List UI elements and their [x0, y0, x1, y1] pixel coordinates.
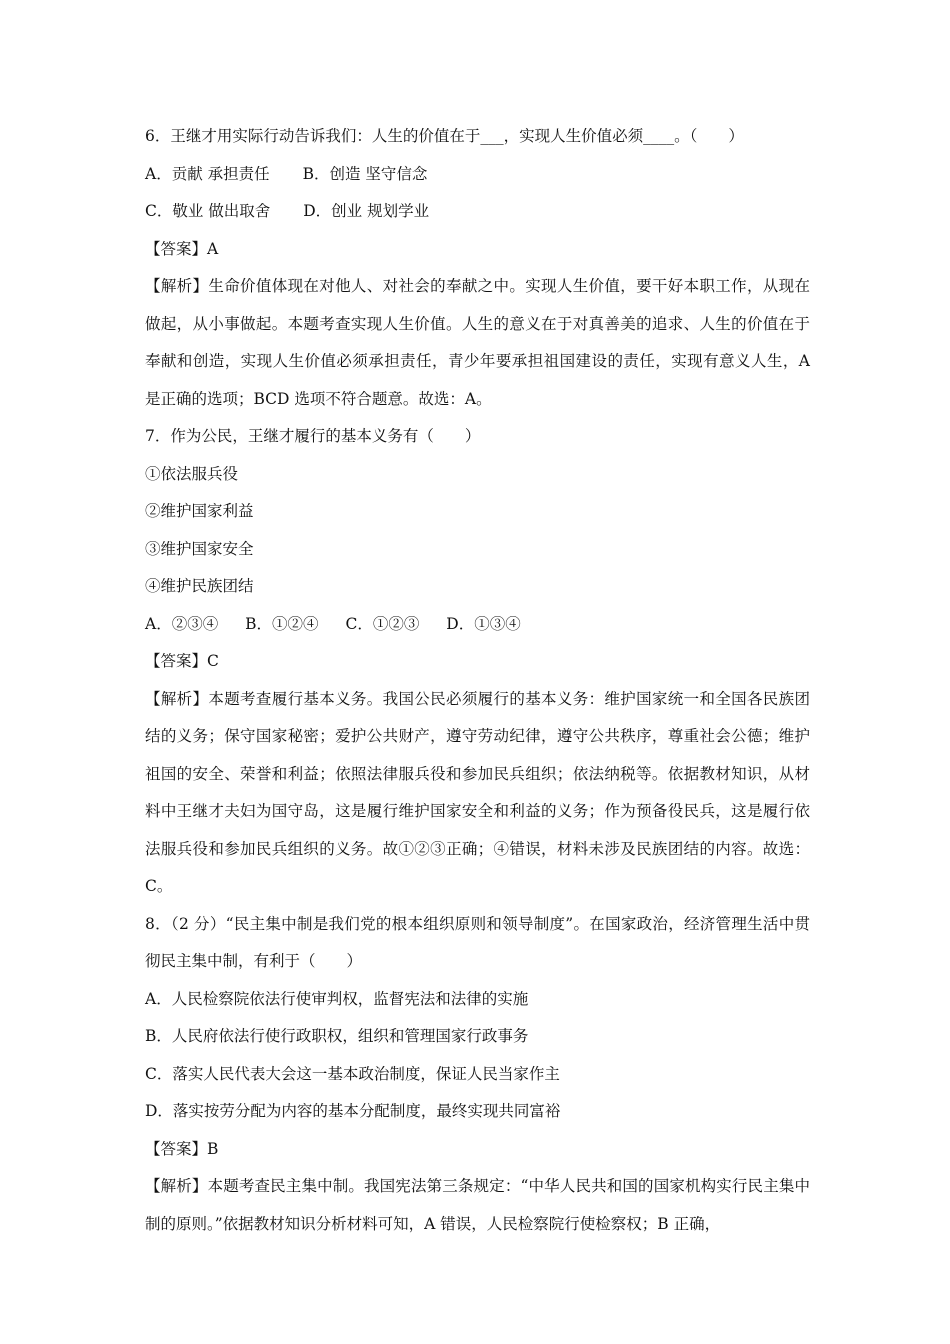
q8-option-c: C．落实人民代表大会这一基本政治制度，保证人民当家作主 [145, 1064, 560, 1083]
q6-analysis: 【解析】生命价值体现在对他人、对社会的奉献之中。实现人生价值，要干好本职工作，从现在做起，从小事做起。本题考查实现人生价值。人生的意义在于对真善美的追求、人生的价值在于奉献和创造，实现人生价值必须承担责任，青少年要承担祖国建设的责任，实现有意义人生，A 是正确的选项；BCD 选项不符合题意。故选：A。 [145, 277, 810, 408]
q7-option-c: C．①②③ [345, 614, 420, 633]
q7-item-4: ④维护民族团结 [145, 577, 254, 595]
q6-answer: 【答案】A [145, 239, 219, 258]
q6-options-row-2 [145, 193, 810, 231]
q8-option-b: B．人民府依法行使行政职权，组织和管理国家行政事务 [145, 1027, 529, 1045]
q6-options-row-1 [145, 156, 810, 194]
q8-option-a: A．人民检察院依法行使审判权，监督宪法和法律的实施 [145, 989, 529, 1008]
q7-item-1: ①依法服兵役 [145, 464, 239, 483]
q7-option-b: B．①②④ [245, 614, 319, 633]
q8-stem: 8．（2 分）“民主集中制是我们党的根本组织原则和领导制度”。在国家政治，经济管理生活中贯彻民主集中制，有利于（ ） [145, 914, 810, 970]
q7-stem: 7．作为公民，王继才履行的基本义务有（ ） [145, 427, 481, 445]
q7-options-row [145, 606, 810, 644]
q6-option-c: C．敬业 做出取舍 [145, 202, 271, 220]
q8-option-d: D．落实按劳分配为内容的基本分配制度，最终实现共同富裕 [145, 1102, 561, 1120]
q7-item-3: ③维护国家安全 [145, 539, 254, 558]
q6-option-a: A．贡献 承担责任 [145, 164, 270, 183]
q7-analysis: 【解析】本题考查履行基本义务。我国公民必须履行的基本义务：维护国家统一和全国各民族团结的义务；保守国家秘密；爱护公共财产，遵守劳动纪律，遵守公共秩序，尊重社会公德；维护祖国的安全、荣誉和利益；依照法律服兵役和参加民兵组织；依法纳税等。依据教材知识，从材料中王继才夫妇为国守岛，这是履行维护国家安全和利益的义务；作为预备役民兵，这是履行依法服兵役和参加民兵组织的义务。故①②③正确；④错误，材料未涉及民族团结的内容。故选：C。 [145, 689, 810, 895]
q7-option-a: A．②③④ [145, 614, 219, 633]
q7-option-d: D．①③④ [446, 614, 521, 633]
q8-answer: 【答案】B [145, 1139, 219, 1158]
q8-analysis: 【解析】本题考查民主集中制。我国宪法第三条规定：“中华人民共和国的国家机构实行民主集中制的原则。”依据教材知识分析材料可知，A 错误，人民检察院行使检察权；B 正确， [145, 1177, 810, 1233]
q6-option-b: B．创造 坚守信念 [302, 164, 428, 183]
q6-stem: 6．王继才用实际行动告诉我们：人生的价值在于___，实现人生价值必须____。（ ） [145, 127, 744, 145]
q7-item-2: ②维护国家利益 [145, 502, 254, 520]
document-page [145, 118, 810, 1243]
q7-answer: 【答案】C [145, 652, 219, 670]
q6-option-d: D．创业 规划学业 [303, 202, 430, 220]
